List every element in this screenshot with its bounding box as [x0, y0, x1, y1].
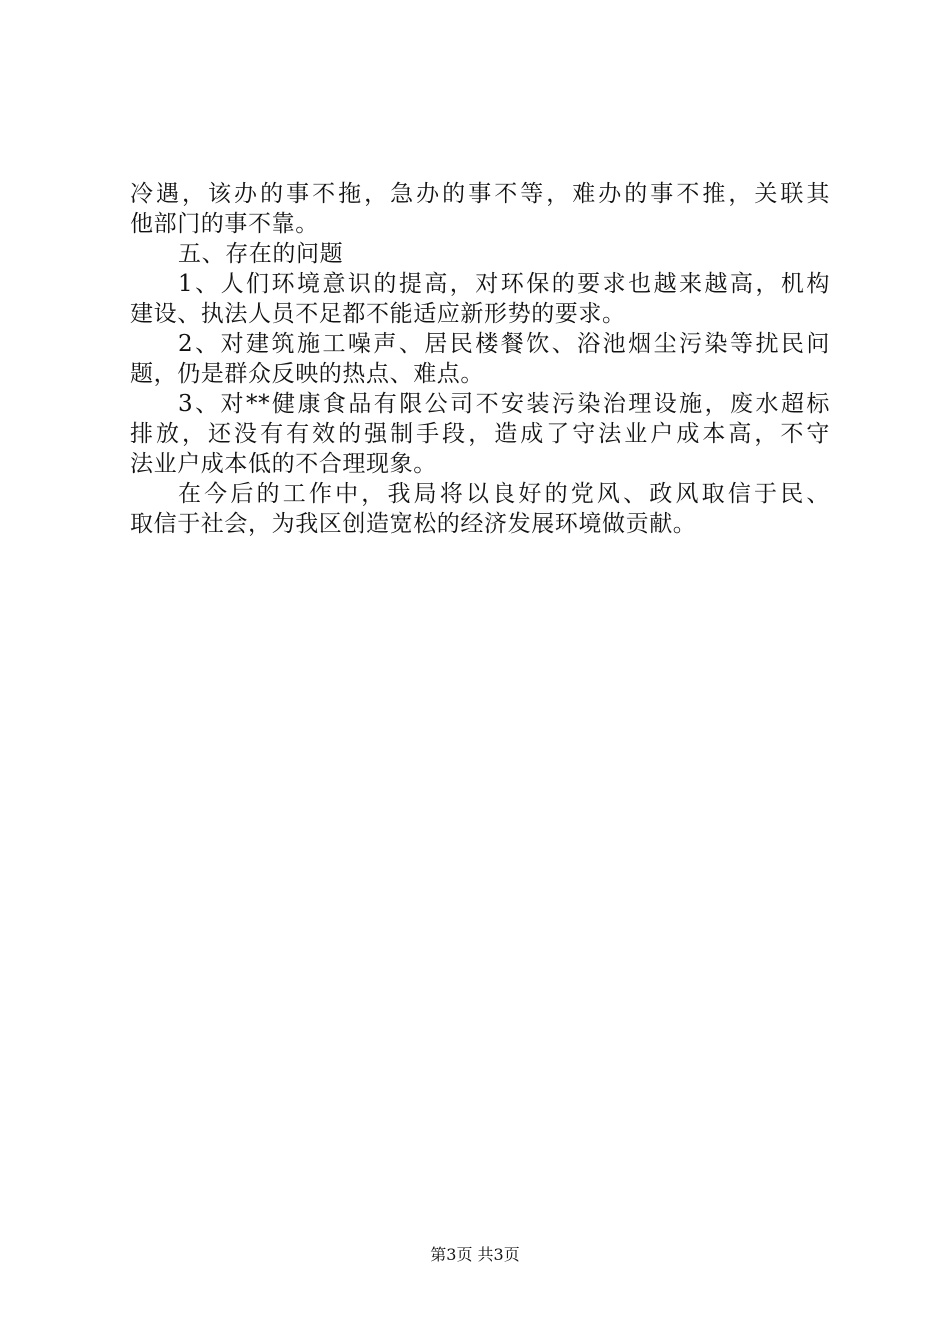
text-line: 排放，还没有有效的强制手段，造成了守法业户成本高，不守 — [130, 421, 830, 447]
text-line: 取信于社会，为我区创造宽松的经济发展环境做贡献。 — [130, 511, 697, 537]
page-number-footer: 第3页 共3页 — [430, 1245, 520, 1264]
text-line: 建设、执法人员不足都不能适应新形势的要求。 — [130, 301, 626, 327]
text-line: 冷遇，该办的事不拖，急办的事不等，难办的事不推，关联其 — [130, 181, 830, 207]
text-line: 1、人们环境意识的提高，对环保的要求也越来越高，机构 — [178, 271, 830, 297]
text-line: 他部门的事不靠。 — [130, 211, 319, 237]
text-line: 3、对**健康食品有限公司不安装污染治理设施，废水超标 — [178, 391, 830, 417]
text-line: 题，仍是群众反映的热点、难点。 — [130, 361, 484, 387]
text-line: 法业户成本低的不合理现象。 — [130, 451, 437, 477]
text-line: 2、对建筑施工噪声、居民楼餐饮、浴池烟尘污染等扰民问 — [178, 331, 830, 357]
section-heading: 五、存在的问题 — [178, 241, 344, 267]
text-line: 在今后的工作中，我局将以良好的党风、政风取信于民、 — [178, 481, 830, 507]
